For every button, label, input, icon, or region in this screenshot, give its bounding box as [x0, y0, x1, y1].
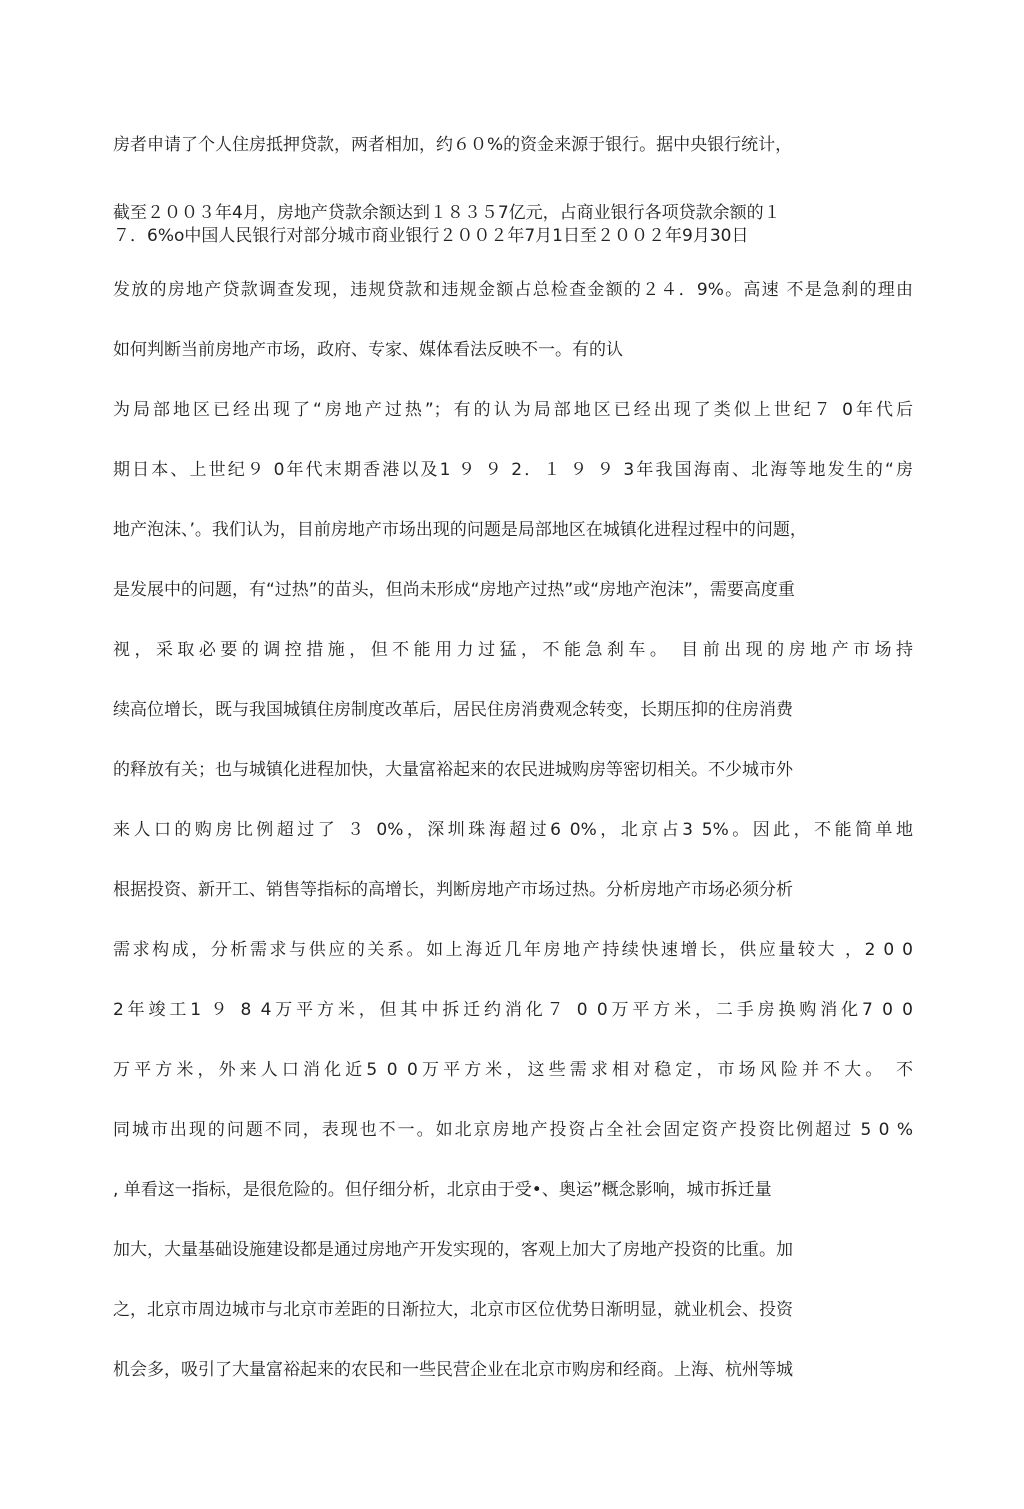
- text-line: 截至２００３年4月，房地产贷款余额达到１８３５7亿元，占商业银行各项贷款余额的１: [113, 203, 781, 223]
- text-line: 房者申请了个人住房抵押贷款，两者相加，约６０%的资金来源于银行。据中央银行统计，: [113, 135, 793, 155]
- text-line: 加大，大量基础设施建设都是通过房地产开发实现的，客观上加大了房地产投资的比重。加: [113, 1240, 793, 1260]
- text-line: 是发展中的问题，有“过热”的苗头，但尚未形成“房地产过热”或“房地产泡沫”，需要高度重: [113, 580, 795, 600]
- text-line: 发放的房地产贷款调查发现，违规贷款和违规金额占总检查金额的２４．9%。高速 不是急刹的理由: [113, 280, 913, 300]
- text-line: 视，采取必要的调控措施，但不能用力过猛，不能急刹车。 目前出现的房地产市场持: [113, 640, 913, 660]
- text-line: 机会多，吸引了大量富裕起来的农民和一些民营企业在北京市购房和经商。上海、杭州等城: [113, 1360, 793, 1380]
- text-line: 为局部地区已经出现了“房地产过热”；有的认为局部地区已经出现了类似上世纪７ 0年代后: [113, 400, 913, 420]
- text-line: 2年竣工1 ９ 8 4万平方米，但其中拆迁约消化７ 0 0万平方米，二手房换购消化7 0 0: [113, 1000, 913, 1020]
- text-line: 的释放有关；也与城镇化进程加快，大量富裕起来的农民进城购房等密切相关。不少城市外: [113, 760, 793, 780]
- text-line: 需求构成，分析需求与供应的关系。如上海近几年房地产持续快速增长，供应量较大 ，2 0 0: [113, 940, 913, 960]
- text-line: 根据投资、新开工、销售等指标的高增长，判断房地产市场过热。分析房地产市场必须分析: [113, 880, 793, 900]
- text-line: ７．6%o中国人民银行对部分城市商业银行２００２年7月1日至２００２年9月30日: [113, 226, 749, 246]
- text-line: , 单看这一指标，是很危险的。但仔细分析，北京由于受•、奥运”概念影响，城市拆迁量: [113, 1180, 772, 1200]
- text-line: 续高位增长，既与我国城镇住房制度改革后，居民住房消费观念转变，长期压抑的住房消费: [113, 700, 793, 720]
- text-line: 如何判断当前房地产市场，政府、专家、媒体看法反映不一。有的认: [113, 340, 623, 360]
- text-line: 万平方米，外来人口消化近5 0 0万平方米，这些需求相对稳定，市场风险并不大。 不: [113, 1060, 913, 1080]
- text-line: 来人口的购房比例超过了 ３ 0%，深圳珠海超过6 0%，北京占3 5%。因此，不能简单地: [113, 820, 913, 840]
- text-line: 之，北京市周边城市与北京市差距的日渐拉大，北京市区位优势日渐明显，就业机会、投资: [113, 1300, 793, 1320]
- text-line: 期日本、上世纪９ 0年代末期香港以及1 ９ ９ 2．１ ９ ９ 3年我国海南、北海等地发生的“房: [113, 460, 913, 480]
- text-line: 同城市出现的问题不同，表现也不一。如北京房地产投资占全社会固定资产投资比例超过 5 0 %: [113, 1120, 913, 1140]
- text-line: 地产泡沫、’。我们认为，目前房地产市场出现的问题是局部地区在城镇化进程过程中的问题，: [113, 520, 807, 540]
